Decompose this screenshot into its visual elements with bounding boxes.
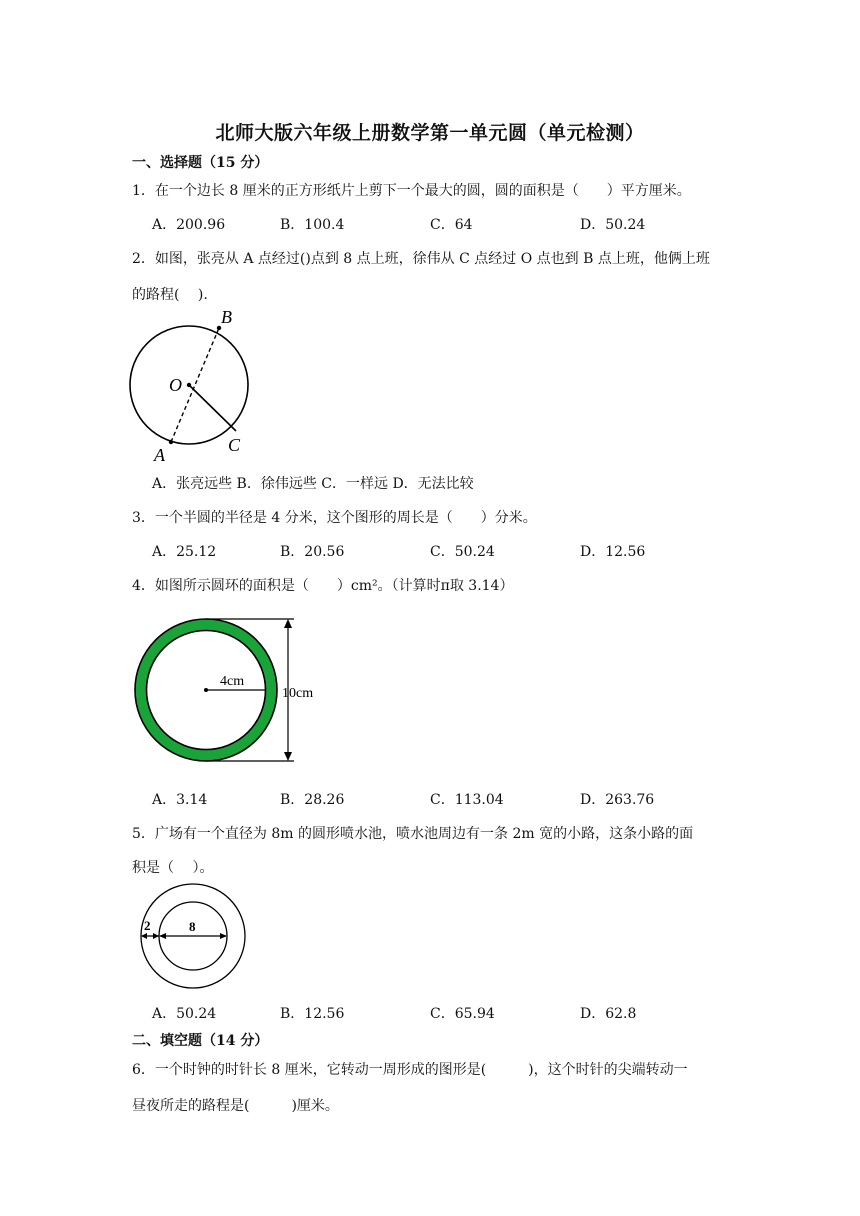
q2-label-o: O: [169, 375, 182, 395]
q4-option-c: C．113.04: [430, 792, 504, 808]
q4-option-d: D．263.76: [580, 792, 655, 808]
question-6-line-2: 昼夜所走的路程是( )厘米。: [132, 1098, 339, 1114]
q3-option-b: B．20.56: [280, 544, 345, 560]
q5-option-a: A．50.24: [152, 1006, 217, 1022]
q5-label-width: 2: [144, 918, 151, 933]
q4-arrow-down: [284, 752, 292, 761]
q1-option-c: C．64: [430, 217, 473, 233]
q2-radius-oc: [189, 385, 236, 431]
question-2-line-2: 的路程( ).: [132, 287, 208, 303]
q3-option-d: D．12.56: [580, 544, 646, 560]
page-title: 北师大版六年级上册数学第一单元圆（单元检测）: [215, 122, 645, 144]
q5-diameter-arrow-right: [220, 933, 227, 939]
q2-label-a: A: [154, 445, 165, 463]
q4-ring-figure: [128, 612, 328, 772]
section-heading-fill: 二、填空题（14 分）: [132, 1033, 269, 1049]
q3-option-c: C．50.24: [430, 544, 495, 560]
q2-circle-figure: [124, 303, 264, 463]
q4-option-b: B．28.26: [280, 792, 345, 808]
q5-option-c: C．65.94: [430, 1006, 495, 1022]
question-4-text: 4．如图所示圆环的面积是（ ）cm²。（计算时π取 3.14）: [132, 578, 514, 594]
q2-point-a-dot: [169, 440, 173, 444]
question-5-line-2: 积是（ ）。: [132, 860, 214, 876]
q5-path-figure: [134, 880, 254, 994]
section-heading-choice: 一、选择题（15 分）: [132, 155, 269, 171]
q2-label-c: C: [228, 435, 241, 455]
q1-option-b: B．100.4: [280, 217, 345, 233]
q1-option-d: D．50.24: [580, 217, 646, 233]
q5-option-b: B．12.56: [280, 1006, 345, 1022]
q4-center-dot: [204, 688, 208, 692]
q5-width-arrow-left: [141, 933, 147, 939]
q4-option-a: A．3.14: [152, 792, 208, 808]
question-3-text: 3．一个半圆的半径是 4 分米，这个图形的周长是（ ）分米。: [132, 510, 537, 526]
q2-label-b: B: [221, 307, 232, 327]
q1-option-a: A．200.96: [152, 217, 226, 233]
question-5-line-1: 5．广场有一个直径为 8m 的圆形喷水池，喷水池周边有一条 2m 宽的小路，这条小路的面: [132, 826, 694, 842]
q5-width-arrow-right: [153, 933, 159, 939]
q5-label-diameter: 8: [189, 919, 196, 934]
question-1-text: 1．在一个边长 8 厘米的正方形纸片上剪下一个最大的圆，圆的面积是（ ）平方厘米。: [132, 183, 691, 199]
q4-label-inner: 4cm: [220, 674, 245, 689]
question-6-line-1: 6．一个时钟的时针长 8 厘米，它转动一周形成的图形是( )，这个时针的尖端转动一: [132, 1062, 688, 1078]
q4-label-outer: 10cm: [282, 686, 314, 701]
q2-options: A．张亮远些 B．徐伟远些 C．一样远 D．无法比较: [152, 476, 474, 492]
q4-arrow-up: [284, 619, 292, 628]
question-2-line-1: 2．如图，张亮从 A 点经过()点到 8 点上班，徐伟从 C 点经过 O 点也到 B 点上班，他俩上班: [132, 251, 710, 267]
q5-diameter-arrow-left: [159, 933, 166, 939]
q3-option-a: A．25.12: [152, 544, 217, 560]
q5-option-d: D．62.8: [580, 1006, 637, 1022]
q2-center-dot: [187, 383, 191, 387]
